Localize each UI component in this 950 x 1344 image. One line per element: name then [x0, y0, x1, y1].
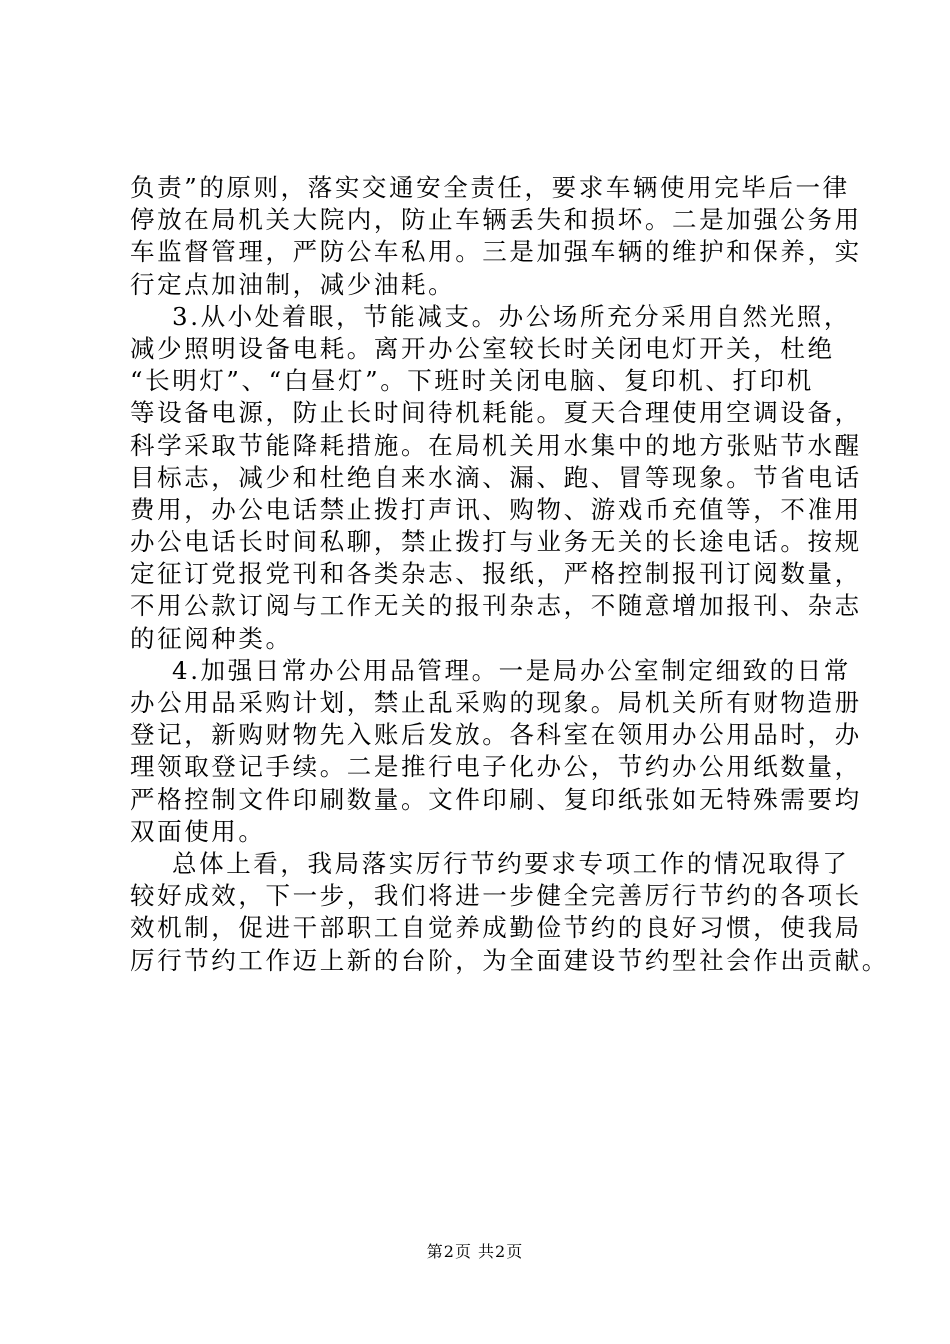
text-line: 较好成效，下一步，我们将进一步健全完善厉行节约的各项长 — [130, 881, 862, 911]
text-line: 效机制，促进干部职工自觉养成勤俭节约的良好习惯，使我局 — [130, 913, 862, 943]
text-line: “长明灯”、“白昼灯”。下班时关闭电脑、复印机、打印机 — [130, 366, 814, 396]
text-line: 负责”的原则，落实交通安全责任，要求车辆使用完毕后一律 — [130, 173, 850, 202]
text-line: 行定点加油制，减少油耗。 — [130, 269, 456, 299]
text-line: 费用，办公电话禁止拨打声讯、购物、游戏币充值等，不准用 — [130, 494, 862, 524]
text-line: 登记，新购财物先入账后发放。各科室在领用办公用品时，办 — [130, 720, 862, 750]
text-line: 的征阅种类。 — [130, 623, 293, 653]
page-number-footer: 第2页 共2页 — [426, 1242, 524, 1261]
text-line: 等设备电源，防止长时间待机耗能。夏天合理使用空调设备， — [130, 398, 862, 428]
text-line: 理领取登记手续。二是推行电子化办公，节约办公用纸数量， — [130, 752, 862, 782]
text-line: 车监督管理，严防公车私用。三是加强车辆的维护和保养，实 — [130, 237, 862, 267]
text-line: 目标志，减少和杜绝自来水滴、漏、跑、冒等现象。节省电话 — [130, 462, 862, 492]
text-line: 严格控制文件印刷数量。文件印刷、复印纸张如无特殊需要均 — [130, 784, 862, 814]
paragraph-start-line: 4.加强日常办公用品管理。一是局办公室制定细致的日常 — [172, 655, 851, 685]
text-line: 减少照明设备电耗。离开办公室较长时关闭电灯开关，杜绝 — [130, 333, 835, 363]
document-body — [130, 172, 889, 977]
paragraph-start-line: 3.从小处着眼，节能减支。办公场所充分采用自然光照， — [172, 301, 851, 331]
text-line: 办公用品采购计划，禁止乱采购的现象。局机关所有财物造册 — [130, 688, 862, 717]
text-line: 科学采取节能降耗措施。在局机关用水集中的地方张贴节水醒 — [130, 430, 862, 460]
text-line: 不用公款订阅与工作无关的报刊杂志，不随意增加报刊、杂志 — [130, 591, 862, 621]
paragraph-start-line: 总体上看，我局落实厉行节约要求专项工作的情况取得了 — [172, 848, 850, 878]
text-line: 停放在局机关大院内，防止车辆丢失和损坏。二是加强公务用 — [130, 205, 862, 235]
text-line: 办公电话长时间私聊，禁止拨打与业务无关的长途电话。按规 — [130, 527, 862, 557]
text-line: 双面使用。 — [130, 816, 266, 846]
text-line: 厉行节约工作迈上新的台阶，为全面建设节约型社会作出贡献。 — [130, 945, 889, 975]
text-line: 定征订党报党刊和各类杂志、报纸，严格控制报刊订阅数量， — [130, 559, 862, 589]
